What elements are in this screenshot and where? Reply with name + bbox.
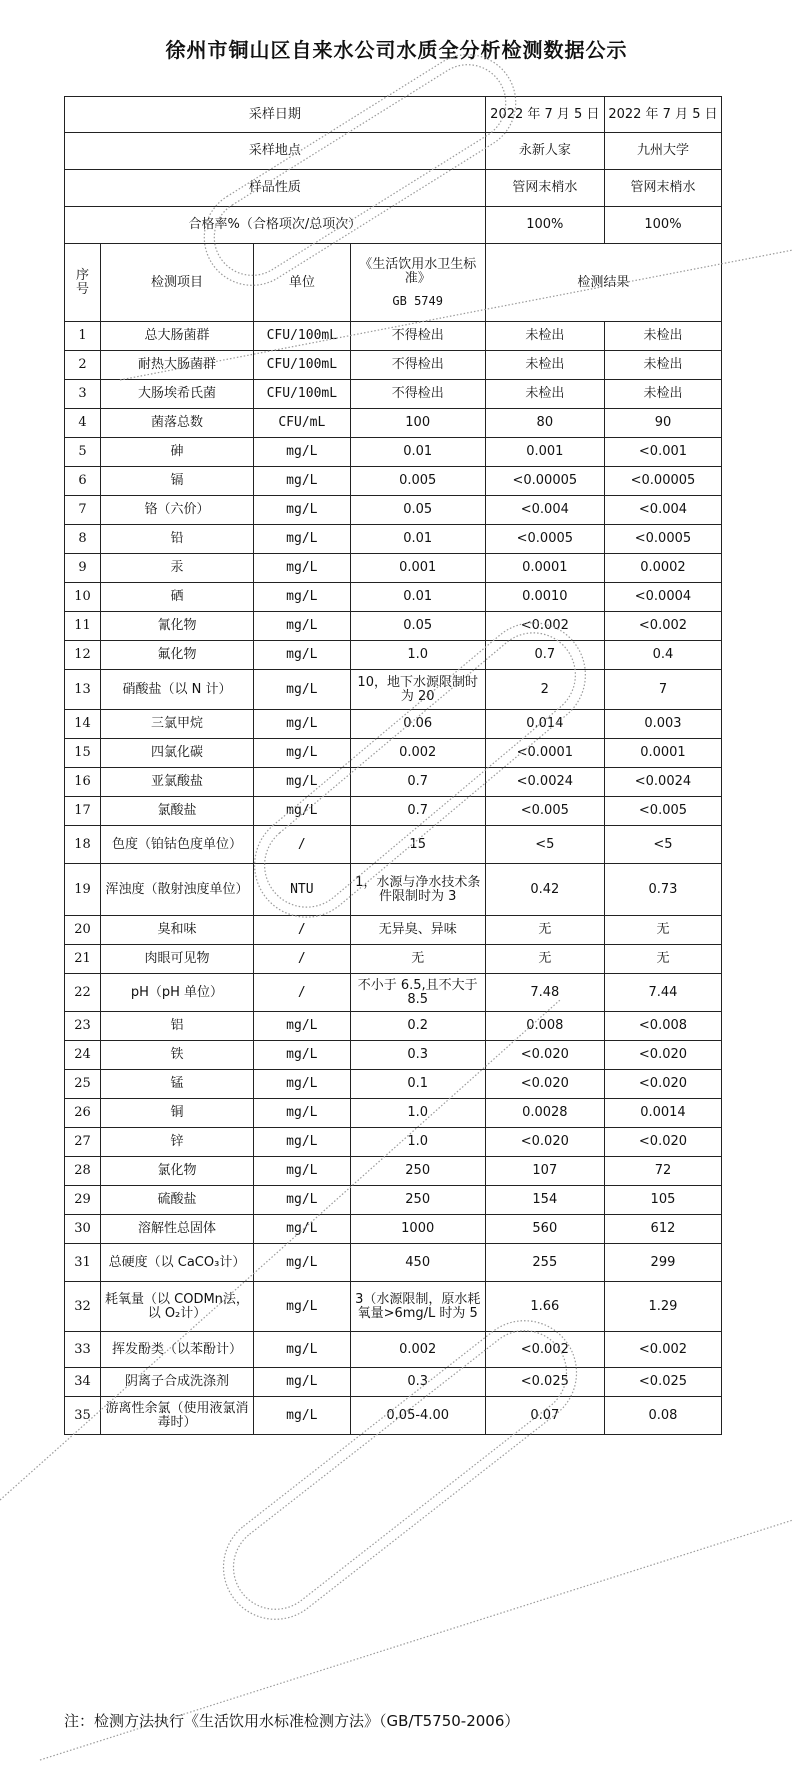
row-item: 砷: [100, 438, 253, 467]
row-result-1: <0.002: [485, 612, 604, 641]
row-unit: mg/L: [253, 438, 350, 467]
row-number: 20: [65, 916, 101, 945]
row-unit: mg/L: [253, 1128, 350, 1157]
row-number: 4: [65, 409, 101, 438]
row-item: 锌: [100, 1128, 253, 1157]
table-row: [65, 739, 722, 768]
row-standard: 0.05: [350, 496, 485, 525]
water-quality-table: [64, 96, 722, 1435]
row-item: 游离性余氯（使用液氯消毒时）: [100, 1397, 253, 1435]
row-number: 1: [65, 322, 101, 351]
row-result-1: 0.07: [485, 1397, 604, 1435]
meta-row: [65, 133, 722, 170]
table-row: [65, 1157, 722, 1186]
table-row: [65, 1012, 722, 1041]
row-number: 35: [65, 1397, 101, 1435]
row-item: 大肠埃希氏菌: [100, 380, 253, 409]
row-number: 13: [65, 670, 101, 710]
row-result-2: 90: [604, 409, 721, 438]
row-unit: mg/L: [253, 525, 350, 554]
row-standard: 无异臭、异味: [350, 916, 485, 945]
table-row: [65, 583, 722, 612]
row-standard: 100: [350, 409, 485, 438]
row-result-1: 560: [485, 1215, 604, 1244]
row-standard: 0.05: [350, 612, 485, 641]
row-unit: CFU/mL: [253, 409, 350, 438]
table-row: [65, 710, 722, 739]
row-standard: 0.002: [350, 1332, 485, 1368]
row-number: 34: [65, 1368, 101, 1397]
row-result-1: 0.7: [485, 641, 604, 670]
row-result-2: 无: [604, 916, 721, 945]
row-result-2: 无: [604, 945, 721, 974]
row-result-2: 7.44: [604, 974, 721, 1012]
row-standard: 15: [350, 826, 485, 864]
row-item: 挥发酚类（以苯酚计）: [100, 1332, 253, 1368]
meta-row: [65, 207, 722, 244]
row-item: 硒: [100, 583, 253, 612]
row-unit: mg/L: [253, 496, 350, 525]
row-result-2: 105: [604, 1186, 721, 1215]
row-unit: mg/L: [253, 1215, 350, 1244]
row-standard: 0.1: [350, 1070, 485, 1099]
row-item: 总大肠菌群: [100, 322, 253, 351]
meta-value-2: 100%: [604, 207, 721, 244]
row-result-2: <0.008: [604, 1012, 721, 1041]
table-row: [65, 1041, 722, 1070]
row-result-2: 299: [604, 1244, 721, 1282]
row-number: 29: [65, 1186, 101, 1215]
meta-value-1: 管网末梢水: [485, 170, 604, 207]
meta-row: [65, 97, 722, 133]
row-result-1: 无: [485, 945, 604, 974]
row-result-1: 255: [485, 1244, 604, 1282]
row-standard: 0.05-4.00: [350, 1397, 485, 1435]
row-result-2: 未检出: [604, 380, 721, 409]
row-unit: mg/L: [253, 1244, 350, 1282]
row-unit: mg/L: [253, 1041, 350, 1070]
row-item: 汞: [100, 554, 253, 583]
row-result-1: <0.0005: [485, 525, 604, 554]
row-unit: mg/L: [253, 710, 350, 739]
table-row: [65, 1397, 722, 1435]
row-standard: 0.7: [350, 768, 485, 797]
row-result-1: 0.001: [485, 438, 604, 467]
row-standard: 1000: [350, 1215, 485, 1244]
row-result-2: 72: [604, 1157, 721, 1186]
row-result-2: <0.004: [604, 496, 721, 525]
row-number: 15: [65, 739, 101, 768]
row-result-1: <0.004: [485, 496, 604, 525]
row-number: 24: [65, 1041, 101, 1070]
meta-value-1: 永新人家: [485, 133, 604, 170]
meta-label: 采样日期: [65, 97, 486, 133]
row-number: 25: [65, 1070, 101, 1099]
row-result-2: 0.003: [604, 710, 721, 739]
table-row: [65, 1244, 722, 1282]
row-result-2: <0.0004: [604, 583, 721, 612]
row-item: 锰: [100, 1070, 253, 1099]
row-result-2: <0.025: [604, 1368, 721, 1397]
row-result-1: 0.0028: [485, 1099, 604, 1128]
row-item: 溶解性总固体: [100, 1215, 253, 1244]
row-number: 26: [65, 1099, 101, 1128]
row-result-2: <0.002: [604, 612, 721, 641]
meta-label: 样品性质: [65, 170, 486, 207]
row-number: 12: [65, 641, 101, 670]
row-number: 10: [65, 583, 101, 612]
row-result-2: 0.0014: [604, 1099, 721, 1128]
row-unit: mg/L: [253, 1186, 350, 1215]
row-unit: NTU: [253, 864, 350, 916]
row-standard: 1.0: [350, 641, 485, 670]
row-result-2: 612: [604, 1215, 721, 1244]
meta-value-2: 2022 年 7 月 5 日: [604, 97, 721, 133]
table-row: [65, 1282, 722, 1332]
method-note: 注：检测方法执行《生活饮用水标准检测方法》（GB/T5750-2006）: [64, 1712, 520, 1730]
row-result-1: <0.0001: [485, 739, 604, 768]
header-item: 检测项目: [100, 244, 253, 322]
row-standard: 0.01: [350, 438, 485, 467]
row-result-1: 80: [485, 409, 604, 438]
row-result-1: 0.0001: [485, 554, 604, 583]
page-title: 徐州市铜山区自来水公司水质全分析检测数据公示: [165, 38, 628, 62]
row-result-2: <5: [604, 826, 721, 864]
row-number: 22: [65, 974, 101, 1012]
row-unit: mg/L: [253, 1397, 350, 1435]
row-result-2: <0.002: [604, 1332, 721, 1368]
row-number: 3: [65, 380, 101, 409]
row-number: 28: [65, 1157, 101, 1186]
row-result-2: <0.0005: [604, 525, 721, 554]
row-item: 氰化物: [100, 612, 253, 641]
row-number: 31: [65, 1244, 101, 1282]
row-item: 亚氯酸盐: [100, 768, 253, 797]
row-result-1: 0.0010: [485, 583, 604, 612]
row-result-1: 未检出: [485, 380, 604, 409]
table-row: [65, 768, 722, 797]
table-row: [65, 467, 722, 496]
table-row: [65, 670, 722, 710]
table-row: [65, 916, 722, 945]
row-standard: 0.3: [350, 1041, 485, 1070]
row-result-1: <0.025: [485, 1368, 604, 1397]
row-unit: mg/L: [253, 1070, 350, 1099]
row-standard: 10，地下水源限制时为 20: [350, 670, 485, 710]
row-item: 铁: [100, 1041, 253, 1070]
row-result-2: <0.020: [604, 1041, 721, 1070]
row-unit: mg/L: [253, 797, 350, 826]
row-result-1: 0.42: [485, 864, 604, 916]
row-result-2: 7: [604, 670, 721, 710]
row-result-1: 1.66: [485, 1282, 604, 1332]
row-item: 臭和味: [100, 916, 253, 945]
row-standard: 3（水源限制，原水耗氧量>6mg/L 时为 5: [350, 1282, 485, 1332]
row-result-2: 0.73: [604, 864, 721, 916]
row-unit: mg/L: [253, 1012, 350, 1041]
row-unit: mg/L: [253, 739, 350, 768]
row-standard: 不得检出: [350, 322, 485, 351]
table-row: [65, 1332, 722, 1368]
row-result-2: 未检出: [604, 351, 721, 380]
row-item: 耗氧量（以 CODMn法，以 O₂计）: [100, 1282, 253, 1332]
row-result-1: <0.005: [485, 797, 604, 826]
row-number: 18: [65, 826, 101, 864]
row-result-1: <0.00005: [485, 467, 604, 496]
row-result-1: <0.002: [485, 1332, 604, 1368]
table-row: [65, 641, 722, 670]
row-standard: 0.2: [350, 1012, 485, 1041]
table-row: [65, 554, 722, 583]
table-row: [65, 409, 722, 438]
meta-row: [65, 170, 722, 207]
row-item: 氟化物: [100, 641, 253, 670]
row-result-1: <5: [485, 826, 604, 864]
table-row: [65, 612, 722, 641]
row-unit: mg/L: [253, 1368, 350, 1397]
row-number: 16: [65, 768, 101, 797]
row-unit: CFU/100mL: [253, 322, 350, 351]
table-row: [65, 864, 722, 916]
header-standard-code: GB 5749: [392, 293, 443, 308]
row-item: 硝酸盐（以 N 计）: [100, 670, 253, 710]
meta-value-2: 九州大学: [604, 133, 721, 170]
meta-label: 合格率%（合格项次/总项次）: [65, 207, 486, 244]
row-number: 19: [65, 864, 101, 916]
table-row: [65, 826, 722, 864]
row-item: 菌落总数: [100, 409, 253, 438]
row-number: 7: [65, 496, 101, 525]
row-result-2: <0.00005: [604, 467, 721, 496]
row-unit: /: [253, 945, 350, 974]
row-item: 铬（六价）: [100, 496, 253, 525]
row-standard: 0.7: [350, 797, 485, 826]
row-standard: 0.005: [350, 467, 485, 496]
row-standard: 0.3: [350, 1368, 485, 1397]
row-standard: 不得检出: [350, 351, 485, 380]
row-result-1: 未检出: [485, 322, 604, 351]
table-row: [65, 322, 722, 351]
header-standard-title: 《生活饮用水卫生标准》: [359, 256, 477, 286]
row-unit: CFU/100mL: [253, 380, 350, 409]
row-result-1: <0.020: [485, 1128, 604, 1157]
row-number: 8: [65, 525, 101, 554]
row-result-2: <0.005: [604, 797, 721, 826]
row-unit: mg/L: [253, 554, 350, 583]
header-standard: [350, 244, 485, 322]
row-unit: mg/L: [253, 1332, 350, 1368]
row-result-2: 0.08: [604, 1397, 721, 1435]
table-row: [65, 1368, 722, 1397]
row-result-1: 无: [485, 916, 604, 945]
table-row: [65, 1128, 722, 1157]
row-item: 色度（铂钴色度单位）: [100, 826, 253, 864]
row-number: 2: [65, 351, 101, 380]
row-item: 耐热大肠菌群: [100, 351, 253, 380]
header-unit: 单位: [253, 244, 350, 322]
row-number: 27: [65, 1128, 101, 1157]
row-number: 33: [65, 1332, 101, 1368]
row-standard: 1，水源与净水技术条件限制时为 3: [350, 864, 485, 916]
row-unit: /: [253, 974, 350, 1012]
row-unit: /: [253, 916, 350, 945]
row-number: 14: [65, 710, 101, 739]
row-item: 浑浊度（散射浊度单位）: [100, 864, 253, 916]
table-row: [65, 1215, 722, 1244]
row-standard: 0.01: [350, 583, 485, 612]
row-result-1: <0.020: [485, 1070, 604, 1099]
table-row: [65, 438, 722, 467]
row-unit: mg/L: [253, 583, 350, 612]
row-result-2: 0.4: [604, 641, 721, 670]
row-result-1: 0.008: [485, 1012, 604, 1041]
table-row: [65, 1099, 722, 1128]
row-standard: 不小于 6.5,且不大于 8.5: [350, 974, 485, 1012]
row-item: pH（pH 单位）: [100, 974, 253, 1012]
row-unit: mg/L: [253, 1099, 350, 1128]
row-standard: 450: [350, 1244, 485, 1282]
row-number: 23: [65, 1012, 101, 1041]
row-item: 阴离子合成洗涤剂: [100, 1368, 253, 1397]
row-number: 9: [65, 554, 101, 583]
row-number: 30: [65, 1215, 101, 1244]
row-unit: mg/L: [253, 670, 350, 710]
row-unit: mg/L: [253, 641, 350, 670]
row-number: 5: [65, 438, 101, 467]
row-result-1: <0.0024: [485, 768, 604, 797]
meta-value-1: 2022 年 7 月 5 日: [485, 97, 604, 133]
row-result-2: 未检出: [604, 322, 721, 351]
row-unit: mg/L: [253, 612, 350, 641]
row-result-1: 154: [485, 1186, 604, 1215]
row-result-1: 2: [485, 670, 604, 710]
row-standard: 0.01: [350, 525, 485, 554]
row-result-2: <0.0024: [604, 768, 721, 797]
row-unit: mg/L: [253, 467, 350, 496]
row-standard: 1.0: [350, 1128, 485, 1157]
table-row: [65, 351, 722, 380]
row-item: 肉眼可见物: [100, 945, 253, 974]
row-standard: 0.002: [350, 739, 485, 768]
table-row: [65, 945, 722, 974]
row-unit: CFU/100mL: [253, 351, 350, 380]
row-result-1: 0.014: [485, 710, 604, 739]
table-row: [65, 1070, 722, 1099]
meta-value-1: 100%: [485, 207, 604, 244]
row-standard: 250: [350, 1157, 485, 1186]
row-result-2: <0.001: [604, 438, 721, 467]
header-row: [65, 244, 722, 322]
row-standard: 0.06: [350, 710, 485, 739]
row-number: 11: [65, 612, 101, 641]
header-result: 检测结果: [485, 244, 721, 322]
row-item: 三氯甲烷: [100, 710, 253, 739]
table-row: [65, 380, 722, 409]
row-standard: 无: [350, 945, 485, 974]
row-result-1: <0.020: [485, 1041, 604, 1070]
row-result-1: 107: [485, 1157, 604, 1186]
table-row: [65, 525, 722, 554]
row-item: 铅: [100, 525, 253, 554]
row-result-1: 7.48: [485, 974, 604, 1012]
row-result-1: 未检出: [485, 351, 604, 380]
row-unit: mg/L: [253, 1282, 350, 1332]
row-unit: mg/L: [253, 768, 350, 797]
row-unit: mg/L: [253, 1157, 350, 1186]
row-result-2: 1.29: [604, 1282, 721, 1332]
row-item: 总硬度（以 CaCO₃计）: [100, 1244, 253, 1282]
row-result-2: 0.0002: [604, 554, 721, 583]
row-standard: 0.001: [350, 554, 485, 583]
row-result-2: <0.020: [604, 1070, 721, 1099]
table-row: [65, 974, 722, 1012]
row-item: 氯酸盐: [100, 797, 253, 826]
meta-label: 采样地点: [65, 133, 486, 170]
row-number: 32: [65, 1282, 101, 1332]
row-item: 镉: [100, 467, 253, 496]
row-item: 氯化物: [100, 1157, 253, 1186]
row-unit: /: [253, 826, 350, 864]
row-number: 6: [65, 467, 101, 496]
row-number: 21: [65, 945, 101, 974]
row-number: 17: [65, 797, 101, 826]
row-standard: 250: [350, 1186, 485, 1215]
row-result-2: <0.020: [604, 1128, 721, 1157]
table-row: [65, 797, 722, 826]
header-seq: 序 号: [65, 244, 101, 322]
row-item: 铜: [100, 1099, 253, 1128]
meta-value-2: 管网末梢水: [604, 170, 721, 207]
row-item: 四氯化碳: [100, 739, 253, 768]
row-item: 硫酸盐: [100, 1186, 253, 1215]
table-row: [65, 1186, 722, 1215]
row-result-2: 0.0001: [604, 739, 721, 768]
row-standard: 不得检出: [350, 380, 485, 409]
table-row: [65, 496, 722, 525]
row-standard: 1.0: [350, 1099, 485, 1128]
row-item: 铝: [100, 1012, 253, 1041]
